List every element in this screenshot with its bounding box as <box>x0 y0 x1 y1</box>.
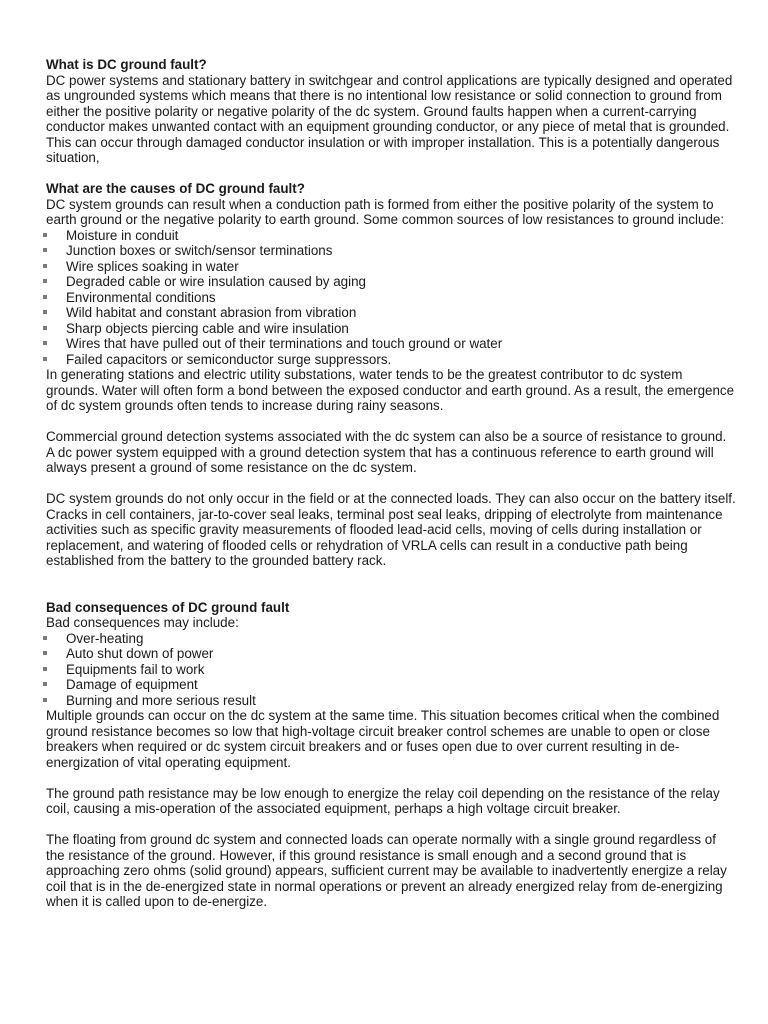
list-item: Auto shut down of power <box>46 646 736 662</box>
paragraph: DC power systems and stationary battery in switchgear and control applications are typically designed and operated as ungrounded systems which means that there is no intentional low resistance or solid connection to ground from either the positive polarity or negative polarity of the dc system. Ground faults happen when a current-carrying conductor makes unwanted contact with an equipment grounding conductor, or any piece of metal that is grounded. This can occur through damaged conductor insulation or with improper installation. This is a potentially dangerous situation, <box>46 72 733 165</box>
section-heading: What is DC ground fault? <box>46 57 207 72</box>
list-item: Moisture in conduit <box>46 228 736 244</box>
list-item: Failed capacitors or semiconductor surge suppressors. <box>46 352 736 368</box>
list-item: Environmental conditions <box>46 290 736 306</box>
list-item: Wire splices soaking in water <box>46 259 736 275</box>
list-item: Degraded cable or wire insulation caused by aging <box>46 274 736 290</box>
square-bullet-icon <box>43 667 47 671</box>
section-what-is <box>46 57 736 166</box>
square-bullet-icon <box>43 682 47 686</box>
paragraph-intro: Bad consequences may include: <box>46 615 239 630</box>
list-item: Wires that have pulled out of their terminations and touch ground or water <box>46 336 736 352</box>
paragraph: In generating stations and electric utility substations, water tends to be the greatest contributor to dc system grounds. Water will often form a bond between the exposed conductor and earth ground. As a result, the emergence of dc system grounds often tends to increase during rainy seasons. <box>46 367 735 413</box>
square-bullet-icon <box>43 357 47 361</box>
list-item: Equipments fail to work <box>46 662 736 678</box>
square-bullet-icon <box>43 341 47 345</box>
list-item: Over-heating <box>46 631 736 647</box>
list-item: Burning and more serious result <box>46 693 736 709</box>
list-item: Sharp objects piercing cable and wire insulation <box>46 321 736 337</box>
square-bullet-icon <box>43 264 47 268</box>
section-heading: What are the causes of DC ground fault? <box>46 181 305 196</box>
section-heading: Bad consequences of DC ground fault <box>46 599 290 615</box>
document-page <box>46 57 736 910</box>
square-bullet-icon <box>43 636 47 640</box>
section-consequences <box>46 600 736 910</box>
section-causes <box>46 181 736 569</box>
paragraph-intro: DC system grounds can result when a conduction path is formed from either the positive polarity of the system to earth ground or the negative polarity to earth ground. Some common sources of low resistances to ground include: <box>46 196 725 227</box>
list-item: Junction boxes or switch/sensor terminations <box>46 243 736 259</box>
paragraph: Commercial ground detection systems associated with the dc system can also be a source of resistance to ground. A dc power system equipped with a ground detection system that has a continuous reference to earth ground will always present a ground of some resistance on the dc system. <box>46 429 727 475</box>
paragraph: The floating from ground dc system and connected loads can operate normally with a single ground regardless of the resistance of the ground. However, if this ground resistance is small enough and a second ground that is approaching zero ohms (solid ground) appears, sufficient current may be available to inadvertently energize a relay coil that is in the de-energized state in normal operations or prevent an already energized relay from de-energizing when it is called upon to de-energize. <box>46 832 727 909</box>
paragraph: DC system grounds do not only occur in the field or at the connected loads. They can also occur on the battery itself. Cracks in cell containers, jar-to-cover seal leaks, terminal post seal leaks, dripping of electrolyte from maintenance activities such as specific gravity measurements of flooded lead-acid cells, moving of cells during installation or replacement, and watering of flooded cells or rehydration of VRLA cells can result in a conductive path being established from the battery to the grounded battery rack. <box>46 491 736 568</box>
square-bullet-icon <box>43 233 47 237</box>
paragraph: Multiple grounds can occur on the dc system at the same time. This situation becomes critical when the combined ground resistance becomes so low that high-voltage circuit breaker control schemes are unable to open or close breakers when required or dc system circuit breakers and or fuses open due to over current resulting in de-energization of vital operating equipment. <box>46 708 720 770</box>
list-item: Wild habitat and constant abrasion from vibration <box>46 305 736 321</box>
square-bullet-icon <box>43 651 47 655</box>
consequences-list <box>46 631 736 709</box>
square-bullet-icon <box>43 698 47 702</box>
square-bullet-icon <box>43 326 47 330</box>
square-bullet-icon <box>43 279 47 283</box>
square-bullet-icon <box>43 248 47 252</box>
causes-list <box>46 228 736 368</box>
list-item: Damage of equipment <box>46 677 736 693</box>
paragraph: The ground path resistance may be low enough to energize the relay coil depending on the resistance of the relay coil, causing a mis-operation of the associated equipment, perhaps a high voltage circuit breaker. <box>46 785 720 816</box>
square-bullet-icon <box>43 310 47 314</box>
square-bullet-icon <box>43 295 47 299</box>
